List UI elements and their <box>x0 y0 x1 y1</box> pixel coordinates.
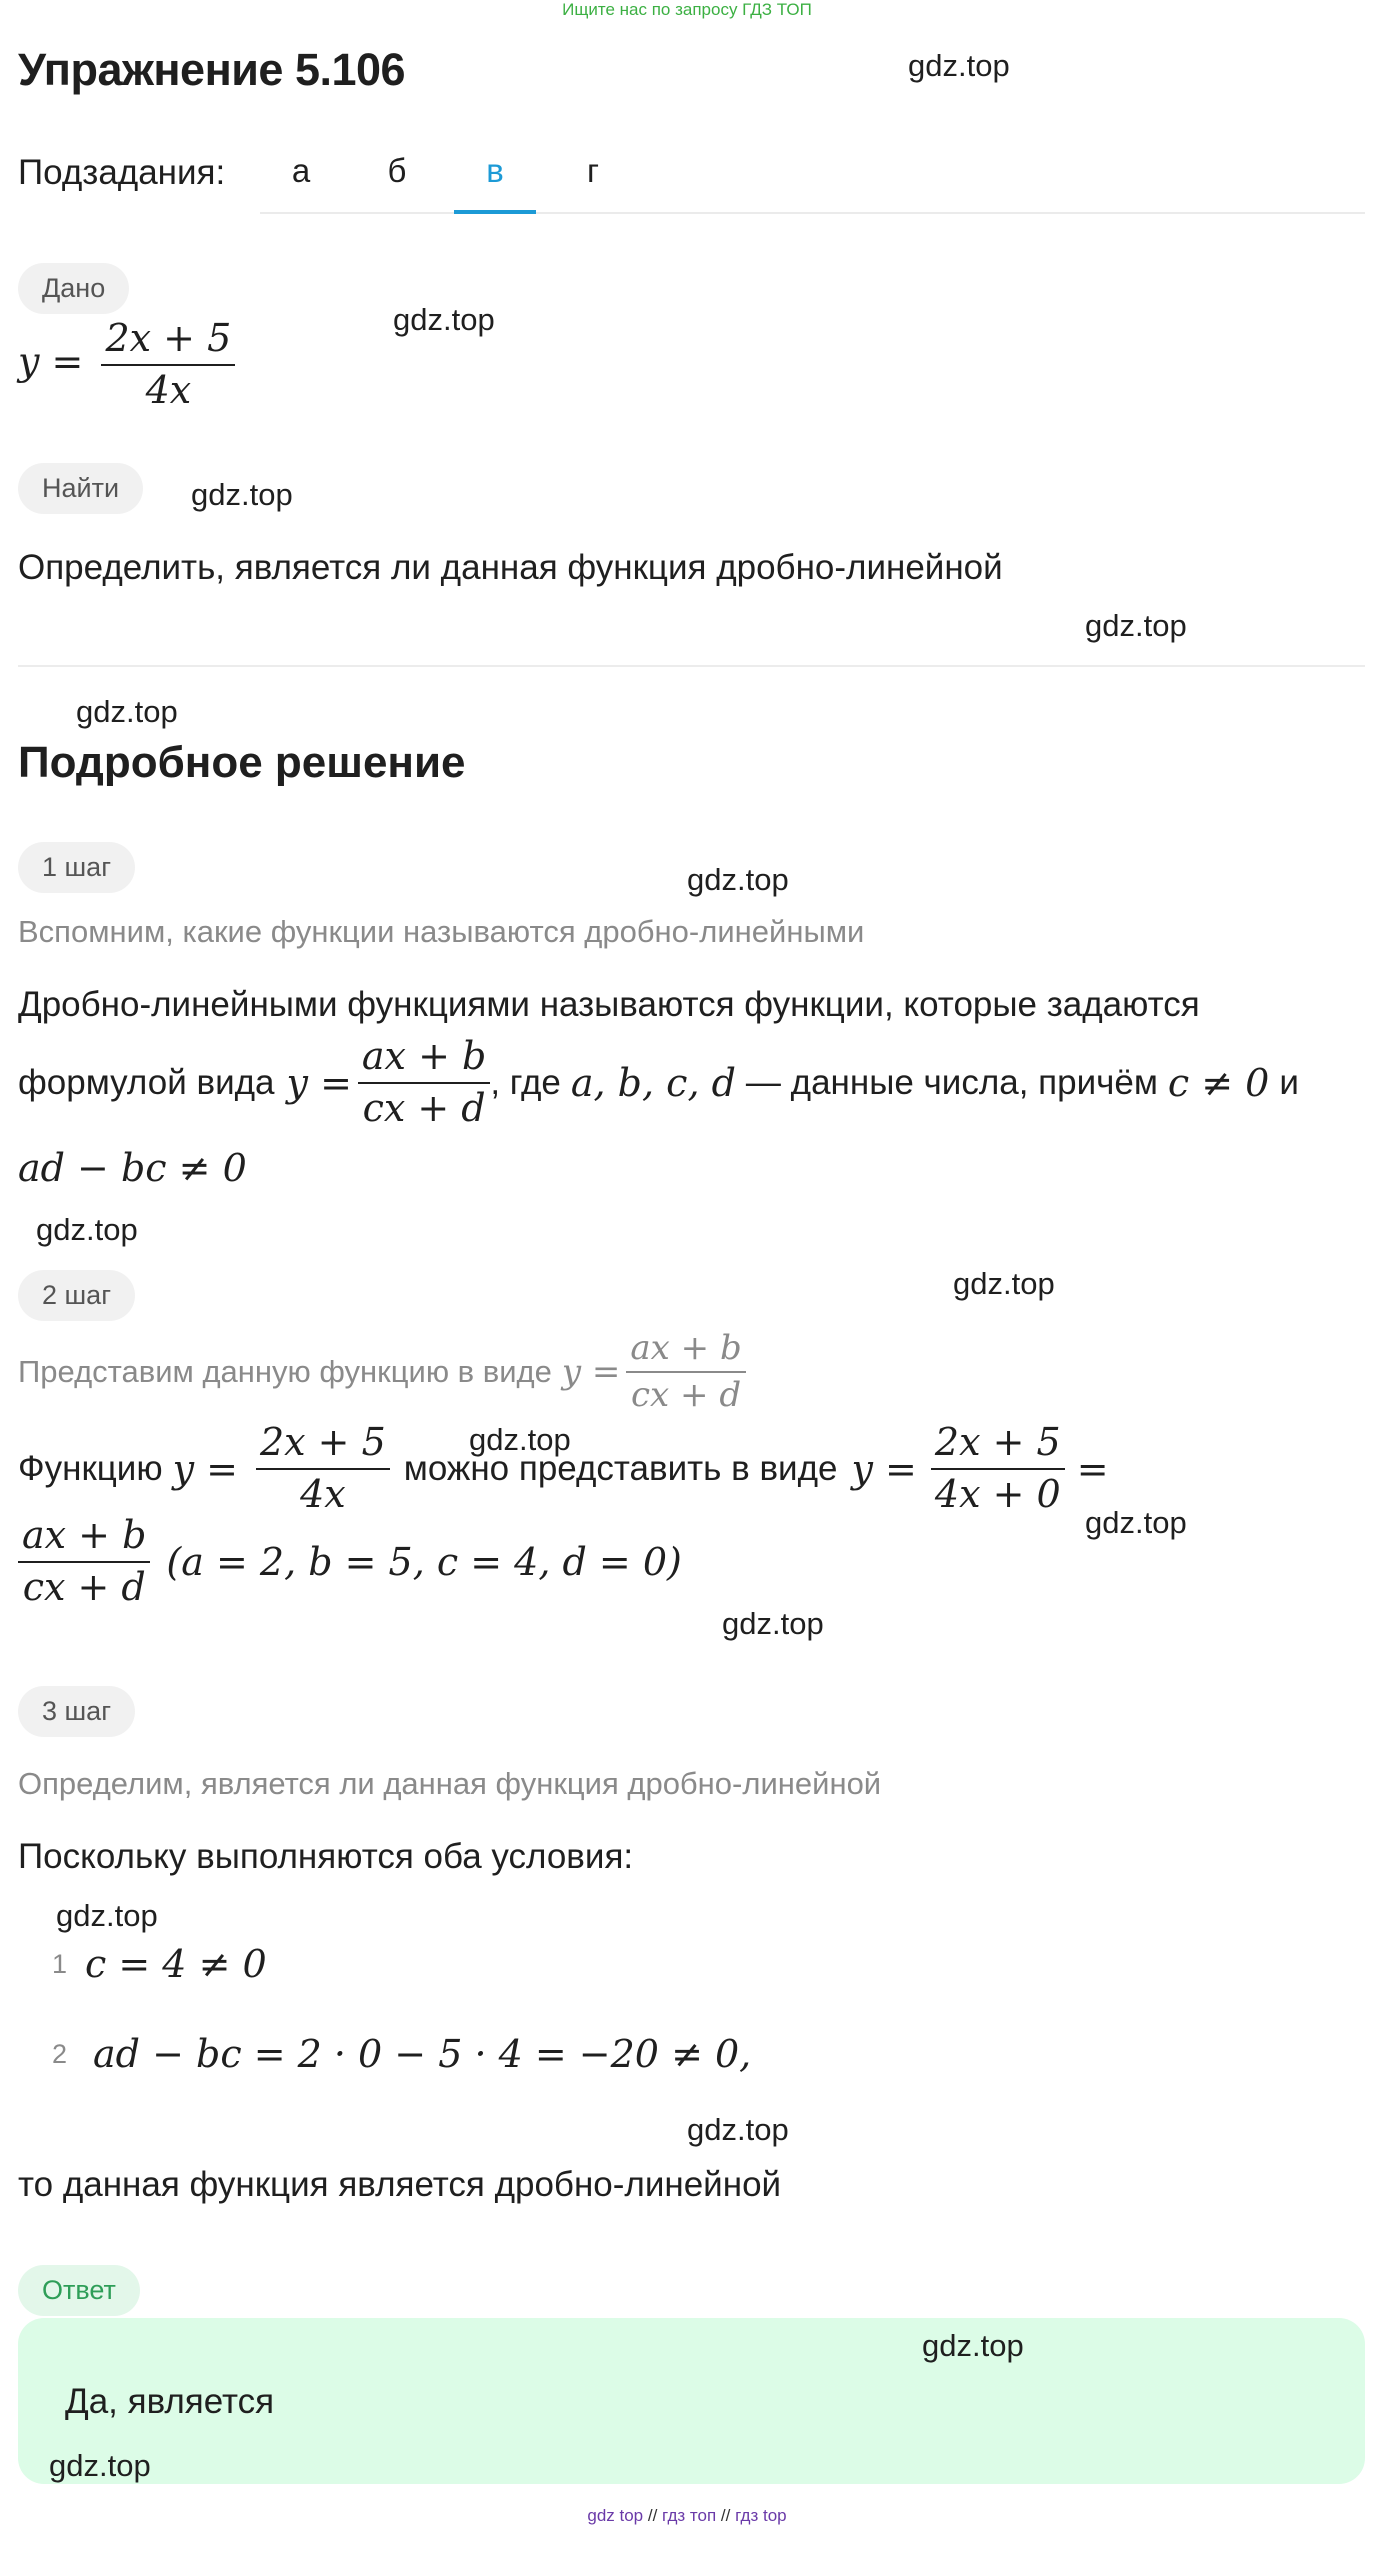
given-formula-lhs: y = <box>18 339 84 384</box>
given-formula <box>18 318 235 412</box>
step2-subtitle-numerator: ax + b <box>626 1330 745 1373</box>
step1-formula-numerator: ax + b <box>358 1036 490 1084</box>
step2-f2-lhs: y = <box>851 1446 917 1491</box>
tab-v[interactable]: в <box>454 140 536 214</box>
watermark: gdz.top <box>49 2448 151 2483</box>
step2-subtitle-pre: Представим данную функцию в виде <box>18 1354 552 1390</box>
step2-subtitle-lhs: y = <box>561 1352 621 1393</box>
step2-f1-fraction <box>256 1422 390 1516</box>
tab-g[interactable]: г <box>586 152 600 189</box>
divider <box>18 665 1365 667</box>
footer <box>0 2506 1374 2526</box>
step2-f3-numerator: ax + b <box>18 1515 150 1563</box>
step2-line2 <box>18 1515 682 1609</box>
watermark: gdz.top <box>36 1212 138 1247</box>
step1-line2-post: — данные числа, причём <box>745 1062 1158 1102</box>
watermark: gdz.top <box>908 48 1010 83</box>
watermark: gdz.top <box>191 477 293 512</box>
step3-conclusion: то данная функция является дробно-линейной <box>18 2165 782 2204</box>
watermark: gdz.top <box>393 302 495 337</box>
step1-formula-denominator: cx + d <box>362 1085 486 1130</box>
step2-subtitle <box>18 1330 746 1415</box>
step1-chip: 1 шаг <box>18 842 135 893</box>
step3-intro: Поскольку выполняются оба условия: <box>18 1837 634 1876</box>
list-marker: 2 <box>52 2038 68 2069</box>
step2-line1 <box>18 1422 1109 1516</box>
list-marker: 1 <box>52 1948 68 1979</box>
answer-text: Да, является <box>65 2382 275 2421</box>
watermark: gdz.top <box>469 1422 571 1457</box>
step1-cond1: c ≠ 0 <box>1167 1060 1270 1105</box>
watermark: gdz.top <box>922 2328 1024 2363</box>
step2-f3-fraction <box>18 1515 150 1609</box>
given-formula-numerator: 2x + 5 <box>101 318 235 366</box>
step3-item-1 <box>52 1942 267 1986</box>
step1-formula-fraction <box>358 1036 490 1130</box>
step1-formula-lhs: y = <box>286 1060 352 1105</box>
step2-f2-numerator: 2x + 5 <box>931 1422 1065 1470</box>
answer-chip: Ответ <box>18 2265 140 2316</box>
top-banner: Ищите нас по запросу ГДЗ ТОП <box>562 0 812 19</box>
footer-separator: // <box>720 2506 731 2525</box>
tab-a[interactable]: а <box>291 152 311 189</box>
step3-item-1-formula: c = 4 ≠ 0 <box>85 1942 267 1986</box>
find-chip: Найти <box>18 463 143 514</box>
step2-f1-lhs: y = <box>172 1446 238 1491</box>
given-chip: Дано <box>18 263 129 314</box>
step3-chip: 3 шаг <box>18 1686 135 1737</box>
step1-line2-mid: , где <box>490 1062 561 1102</box>
subtasks-label: Подзадания: <box>18 153 226 192</box>
watermark: gdz.top <box>1085 608 1187 643</box>
page-title: Упражнение 5.106 <box>18 44 406 95</box>
watermark: gdz.top <box>1085 1505 1187 1540</box>
watermark: gdz.top <box>953 1266 1055 1301</box>
watermark: gdz.top <box>56 1898 158 1933</box>
step2-line1-pre: Функцию <box>18 1448 163 1488</box>
step1-line2 <box>18 1036 1299 1130</box>
step2-subtitle-denominator: cx + d <box>631 1375 742 1416</box>
step2-params: (a = 2, b = 5, c = 4, d = 0) <box>166 1539 682 1584</box>
watermark: gdz.top <box>687 2112 789 2147</box>
step2-eq: = <box>1076 1446 1109 1491</box>
step2-f2-denominator: 4x + 0 <box>934 1471 1061 1516</box>
step1-line2-pre: формулой вида <box>18 1062 275 1102</box>
step2-f3-denominator: cx + d <box>22 1564 146 1609</box>
footer-link[interactable]: gdz top <box>587 2506 644 2525</box>
step1-and: и <box>1279 1062 1299 1102</box>
given-formula-denominator: 4x <box>145 367 192 412</box>
footer-separator: // <box>647 2506 658 2525</box>
watermark: gdz.top <box>722 1606 824 1641</box>
footer-link[interactable]: гдз top <box>735 2506 787 2525</box>
step2-line1-mid: можно представить в виде <box>403 1448 838 1488</box>
watermark: gdz.top <box>687 862 789 897</box>
step2-subtitle-fraction <box>626 1330 745 1415</box>
step1-vars: a, b, c, d <box>570 1060 736 1105</box>
step1-subtitle: Вспомним, какие функции называются дробно-линейными <box>18 914 865 949</box>
find-text: Определить, является ли данная функция дробно-линейной <box>18 548 1003 587</box>
step3-item-2 <box>52 2032 751 2076</box>
step1-line1: Дробно-линейными функциями называются функции, которые задаются <box>18 985 1200 1024</box>
step2-chip: 2 шаг <box>18 1270 135 1321</box>
step3-item-2-formula: ad − bc = 2 · 0 − 5 · 4 = −20 ≠ 0, <box>93 2032 752 2076</box>
subtask-tabs <box>260 140 1365 214</box>
step1-cond2: ad − bc ≠ 0 <box>18 1146 247 1190</box>
step2-f1-numerator: 2x + 5 <box>256 1422 390 1470</box>
step3-subtitle: Определим, является ли данная функция дробно-линейной <box>18 1766 882 1801</box>
tab-b[interactable]: б <box>387 152 407 189</box>
step2-f1-denominator: 4x <box>300 1471 346 1516</box>
step2-f2-fraction <box>931 1422 1065 1516</box>
watermark: gdz.top <box>76 694 178 729</box>
solution-heading: Подробное решение <box>18 738 466 787</box>
footer-link[interactable]: гдз топ <box>662 2506 717 2525</box>
